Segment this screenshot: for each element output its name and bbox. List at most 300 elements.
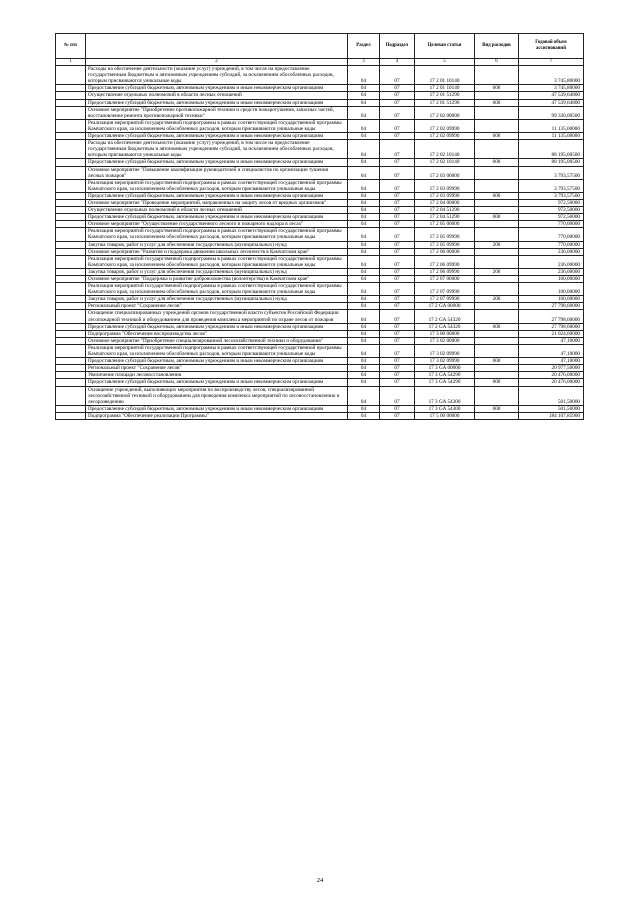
table-row [56,372,584,379]
row-amount: 88 195,00500 [519,159,584,166]
row-target: 17 3 00 00000 [415,330,475,337]
row-target: 17 2 03 09990 [415,179,475,192]
table-row [56,241,584,248]
row-name: Предоставление субсидий бюджетным, автономным учреждениям и иным некоммерческим организациям [86,99,348,106]
row-name: Предоставление субсидий бюджетным, автономным учреждениям и иным некоммерческим организациям [86,159,348,166]
table-row [56,379,584,386]
row-subsection: 07 [380,159,415,166]
row-section: 04 [348,412,380,419]
table-row [56,192,584,199]
row-section: 04 [348,276,380,283]
row-exptype: 600 [475,133,519,140]
row-subsection: 07 [380,199,415,206]
table-row [56,159,584,166]
row-section: 04 [348,192,380,199]
row-amount: 20 977,50000 [519,365,584,372]
row-section: 04 [348,330,380,337]
row-num [56,276,86,283]
row-target: 17 2 GA 54320 [415,323,475,330]
row-name: Основное мероприятие "Повышение квалификации руководителей и специалистов по организации тушения лесных пожаров" [86,166,348,179]
table-row [56,296,584,303]
table-row [56,405,584,412]
row-num [56,207,86,214]
table-row [56,133,584,140]
row-subsection: 07 [380,99,415,106]
row-exptype [475,330,519,337]
column-number: 5 [415,59,475,66]
row-amount: 770,00000 [519,221,584,228]
row-section: 04 [348,283,380,296]
row-name: Подпрограмма "Обеспечение воспроизводства лесов" [86,330,348,337]
table-row [56,365,584,372]
row-subsection: 07 [380,221,415,228]
row-amount: 100,00000 [519,283,584,296]
row-exptype: 600 [475,323,519,330]
row-target: 17 2 06 09990 [415,255,475,268]
table-row [56,207,584,214]
table-row [56,283,584,296]
row-name: Предоставление субсидий бюджетным, автономным учреждениям и иным некоммерческим организациям [86,323,348,330]
table-row [56,268,584,275]
row-name: Закупка товаров, работ и услуг для обеспечения государственных (муниципальных) нужд [86,241,348,248]
row-section: 04 [348,310,380,323]
row-exptype [475,386,519,405]
row-subsection: 07 [380,330,415,337]
row-num [56,99,86,106]
row-section: 04 [348,344,380,357]
row-subsection: 07 [380,241,415,248]
row-target: 17 3 02 00000 [415,337,475,344]
row-amount: 3 745,80000 [519,85,584,92]
row-name: Реализация мероприятий государственной подпрограммы в рамках соответствующей государственной программы Камчатского края, за исключением обособленных расходов, которым присваиваются уникальные коды [86,255,348,268]
row-num [56,344,86,357]
row-amount: 88 195,00500 [519,140,584,159]
row-name: Региональный проект "Сохранение лесов" [86,365,348,372]
row-section: 04 [348,358,380,365]
row-subsection: 07 [380,405,415,412]
row-num [56,296,86,303]
row-exptype [475,337,519,344]
row-num [56,337,86,344]
row-section: 04 [348,255,380,268]
row-subsection: 07 [380,323,415,330]
row-num [56,323,86,330]
row-num [56,386,86,405]
row-subsection: 07 [380,276,415,283]
row-subsection: 07 [380,412,415,419]
table-row [56,66,584,85]
row-target: 17 2 04 51290 [415,214,475,221]
row-amount: 27 798,60000 [519,323,584,330]
row-name: Осуществление отдельных полномочий в области лесных отношений [86,92,348,99]
row-exptype [475,92,519,99]
row-target: 17 3 02 09990 [415,358,475,365]
row-section: 04 [348,140,380,159]
row-target: 17 3 GA 54290 [415,379,475,386]
row-subsection: 07 [380,379,415,386]
row-num [56,179,86,192]
table-row [56,310,584,323]
row-name: Увеличение площади лесовосстановления [86,372,348,379]
row-subsection: 07 [380,358,415,365]
row-target: 17 3 GA 00000 [415,365,475,372]
row-amount: 47 539,64800 [519,99,584,106]
row-num [56,119,86,132]
row-subsection: 07 [380,310,415,323]
row-section: 04 [348,241,380,248]
row-num [56,255,86,268]
column-numbers-row [56,59,584,66]
row-target: 17 2 05 00000 [415,221,475,228]
row-subsection: 07 [380,192,415,199]
table-row [56,179,584,192]
row-num [56,268,86,275]
row-num [56,214,86,221]
column-number: 2 [86,59,348,66]
row-subsection: 07 [380,365,415,372]
header-subsection: Подраздел [380,34,415,59]
table-row [56,166,584,179]
table-row [56,412,584,419]
row-target: 17 2 02 09990 [415,119,475,132]
table-row [56,248,584,255]
row-amount: 47 539,64800 [519,92,584,99]
row-amount: 972,50000 [519,199,584,206]
row-section: 04 [348,179,380,192]
row-subsection: 07 [380,140,415,159]
row-amount: 47,10000 [519,344,584,357]
page-number: 24 [316,877,324,884]
row-exptype [475,248,519,255]
row-name: Основное мероприятие "Приобретение специализированной лесохозяйственной техники и оборудования" [86,337,348,344]
row-name: Закупка товаров, работ и услуг для обеспечения государственных (муниципальных) нужд [86,296,348,303]
table-row [56,303,584,310]
row-amount: 3 793,57500 [519,179,584,192]
row-section: 04 [348,159,380,166]
row-exptype [475,310,519,323]
row-target: 17 2 07 09990 [415,283,475,296]
row-section: 04 [348,379,380,386]
row-target: 17 2 01 10140 [415,85,475,92]
table-header-row [56,34,584,59]
row-section: 04 [348,66,380,85]
row-section: 04 [348,337,380,344]
row-target: 17 2 02 09990 [415,133,475,140]
row-amount: 21 024,60000 [519,330,584,337]
row-name: Оснащение специализированных учреждений органов государственной власти субъектов Российской Федерации лесопожарной техникой и оборудованием для проведения комплекса мероприятий по охране лесов от пожаров [86,310,348,323]
row-target: 17 5 00 00000 [415,412,475,419]
row-num [56,330,86,337]
table-row [56,386,584,405]
row-section: 04 [348,323,380,330]
row-num [56,221,86,228]
row-section: 04 [348,268,380,275]
table-body [56,66,584,420]
row-exptype: 600 [475,358,519,365]
row-section: 04 [348,405,380,412]
row-subsection: 07 [380,296,415,303]
table-row [56,276,584,283]
row-target: 17 3 02 09990 [415,344,475,357]
row-name: Расходы на обеспечение деятельности (оказание услуг) учреждений, в том числе на предоставление государственным бюджетным и автономным учреждениям субсидий, за исключением обособленных расходов, которым присваиваются уникальные коды [86,140,348,159]
row-section: 04 [348,166,380,179]
row-subsection: 07 [380,372,415,379]
row-name: Реализация мероприятий государственной подпрограммы в рамках соответствующей государственной программы Камчатского края, за исключением обособленных расходов, которым присваиваются уникальные коды [86,119,348,132]
header-name [86,34,348,59]
row-section: 04 [348,248,380,255]
row-exptype: 600 [475,192,519,199]
row-num [56,248,86,255]
row-num [56,192,86,199]
table-row [56,99,584,106]
row-subsection: 07 [380,386,415,405]
table-row [56,337,584,344]
row-section: 04 [348,365,380,372]
row-num [56,379,86,386]
row-num [56,85,86,92]
column-number: 7 [519,59,584,66]
row-target: 17 2 05 09990 [415,228,475,241]
table-row [56,92,584,99]
row-num [56,303,86,310]
row-subsection: 07 [380,66,415,85]
row-num [56,106,86,119]
row-target: 17 2 02 10140 [415,140,475,159]
row-num [56,310,86,323]
row-num [56,365,86,372]
header-exptype: Вид расходов [475,34,519,59]
row-target: 17 3 GA 54300 [415,386,475,405]
row-target: 17 2 01 51290 [415,99,475,106]
row-name: Предоставление субсидий бюджетным, автономным учреждениям и иным некоммерческим организациям [86,85,348,92]
table-row [56,106,584,119]
row-section: 04 [348,296,380,303]
row-target: 17 2 06 00000 [415,248,475,255]
row-section: 04 [348,386,380,405]
row-subsection: 07 [380,255,415,268]
row-num [56,241,86,248]
row-subsection: 07 [380,344,415,357]
row-exptype [475,66,519,85]
row-section: 04 [348,199,380,206]
row-exptype [475,228,519,241]
row-exptype [475,303,519,310]
row-exptype [475,276,519,283]
row-num [56,228,86,241]
row-section: 04 [348,214,380,221]
row-num [56,358,86,365]
row-amount: 236,00000 [519,248,584,255]
row-name: Основное мероприятие "Осуществление государственного лесного и пожарного надзора в лесах" [86,221,348,228]
row-amount: 972,50000 [519,207,584,214]
row-exptype: 600 [475,214,519,221]
row-target: 17 3 GA 54290 [415,372,475,379]
header-num: № п/п [56,34,86,59]
row-subsection: 07 [380,85,415,92]
row-exptype [475,283,519,296]
row-name: Закупка товаров, работ и услуг для обеспечения государственных (муниципальных) нужд [86,268,348,275]
row-subsection: 07 [380,337,415,344]
row-exptype [475,199,519,206]
row-name: Предоставление субсидий бюджетным, автономным учреждениям и иным некоммерческим организациям [86,214,348,221]
row-target: 17 2 06 09990 [415,268,475,275]
row-section: 04 [348,99,380,106]
row-target: 17 2 03 00000 [415,166,475,179]
table-row [56,330,584,337]
row-amount: 184 107,85900 [519,412,584,419]
row-amount: 27 798,60000 [519,310,584,323]
row-name: Предоставление субсидий бюджетным, автономным учреждениям и иным некоммерческим организациям [86,358,348,365]
table-row [56,199,584,206]
row-section: 04 [348,303,380,310]
row-section: 04 [348,119,380,132]
row-target: 17 2 02 10140 [415,159,475,166]
column-number: 6 [475,59,519,66]
row-amount: 47,10000 [519,337,584,344]
table-row [56,344,584,357]
row-exptype [475,344,519,357]
table-row [56,85,584,92]
row-target: 17 2 07 09990 [415,296,475,303]
row-target: 17 3 GA 54300 [415,405,475,412]
row-exptype [475,179,519,192]
table-row [56,119,584,132]
row-subsection: 07 [380,92,415,99]
row-amount: 3 793,57500 [519,192,584,199]
row-exptype [475,106,519,119]
row-exptype: 600 [475,379,519,386]
row-name: Оснащение учреждений, выполняющих мероприятия по воспроизводству лесов, специализированной лесохозяйственной техникой и оборудованием для проведения комплекса мероприятий по лесовосстановлению и лесоразведению [86,386,348,405]
row-section: 04 [348,106,380,119]
row-amount: 100,00000 [519,296,584,303]
row-name: Региональный проект "Сохранение лесов" [86,303,348,310]
row-subsection: 07 [380,106,415,119]
column-number: 1 [56,59,86,66]
row-name: Предоставление субсидий бюджетным, автономным учреждениям и иным некоммерческим организациям [86,192,348,199]
row-section: 04 [348,133,380,140]
row-exptype: 600 [475,405,519,412]
row-name: Основное мероприятие "Поддержка и развитие добровольчества (волонтерства) в Камчатском крае" [86,276,348,283]
row-num [56,283,86,296]
row-name: Предоставление субсидий бюджетным, автономным учреждениям и иным некоммерческим организациям [86,379,348,386]
row-target: 17 2 GA 54320 [415,310,475,323]
row-amount: 100,00000 [519,276,584,283]
row-subsection: 07 [380,228,415,241]
row-amount: 501,50000 [519,405,584,412]
column-number: 3 [348,59,380,66]
row-subsection: 07 [380,179,415,192]
row-section: 04 [348,372,380,379]
row-amount: 20 476,00000 [519,379,584,386]
row-exptype: 200 [475,268,519,275]
header-section: Раздел [348,34,380,59]
row-subsection: 07 [380,303,415,310]
row-amount: 3 745,80000 [519,66,584,85]
row-num [56,199,86,206]
table-row [56,255,584,268]
row-exptype: 200 [475,296,519,303]
row-subsection: 07 [380,283,415,296]
row-amount: 3 793,57500 [519,166,584,179]
table-row [56,358,584,365]
row-target: 17 2 01 51290 [415,92,475,99]
budget-table [55,33,584,420]
row-target: 17 2 04 00000 [415,199,475,206]
row-amount: 236,00000 [519,255,584,268]
row-num [56,92,86,99]
row-section: 04 [348,92,380,99]
row-name: Предоставление субсидий бюджетным, автономным учреждениям и иным некоммерческим организациям [86,405,348,412]
row-target: 17 2 02 00000 [415,106,475,119]
row-num [56,405,86,412]
table-row [56,228,584,241]
row-target: 17 2 05 09990 [415,241,475,248]
row-amount: 11 135,00000 [519,119,584,132]
row-amount: 20 476,00000 [519,372,584,379]
row-name: Основное мероприятие "Проведение мероприятий, направленных на защиту лесов от вредных организмов" [86,199,348,206]
row-num [56,66,86,85]
row-num [56,159,86,166]
header-target: Целевая статья [415,34,475,59]
row-subsection: 07 [380,119,415,132]
row-amount: 27 798,60000 [519,303,584,310]
row-section: 04 [348,207,380,214]
row-num [56,140,86,159]
row-target: 17 2 GA 00000 [415,303,475,310]
table-row [56,221,584,228]
row-exptype: 200 [475,241,519,248]
row-target: 17 2 01 10140 [415,66,475,85]
row-name: Осуществление отдельных полномочий в области лесных отношений [86,207,348,214]
row-target: 17 2 07 00000 [415,276,475,283]
table-row [56,323,584,330]
table-row [56,140,584,159]
table-row [56,214,584,221]
row-target: 17 2 03 09990 [415,192,475,199]
row-name: Предоставление субсидий бюджетным, автономным учреждениям и иным некоммерческим организациям [86,133,348,140]
row-exptype [475,365,519,372]
row-section: 04 [348,221,380,228]
row-name: Реализация мероприятий государственной подпрограммы в рамках соответствующей государственной программы Камчатского края, за исключением обособленных расходов, которым присваиваются уникальные коды [86,179,348,192]
row-exptype [475,372,519,379]
row-subsection: 07 [380,207,415,214]
row-subsection: 07 [380,248,415,255]
row-exptype [475,119,519,132]
row-exptype [475,140,519,159]
row-amount: 11 135,00000 [519,133,584,140]
row-name: Основное мероприятие "Развитие и поддержка движения школьных лесничеств в Камчатском крае" [86,248,348,255]
row-exptype [475,412,519,419]
row-exptype: 600 [475,159,519,166]
row-amount: 770,00000 [519,228,584,241]
row-num [56,166,86,179]
row-amount: 47,10000 [519,358,584,365]
row-exptype [475,221,519,228]
row-name: Подпрограмма "Обеспечение реализации Программы" [86,412,348,419]
row-amount: 501,50000 [519,386,584,405]
row-exptype: 600 [475,99,519,106]
row-num [56,133,86,140]
row-subsection: 07 [380,214,415,221]
row-exptype [475,255,519,268]
row-amount: 99 330,00500 [519,106,584,119]
row-name: Реализация мероприятий государственной подпрограммы в рамках соответствующей государственной программы Камчатского края, за исключением обособленных расходов, которым присваиваются уникальные коды [86,228,348,241]
row-num [56,372,86,379]
row-amount: 236,00000 [519,268,584,275]
row-amount: 770,00000 [519,241,584,248]
row-section: 04 [348,85,380,92]
row-exptype [475,166,519,179]
